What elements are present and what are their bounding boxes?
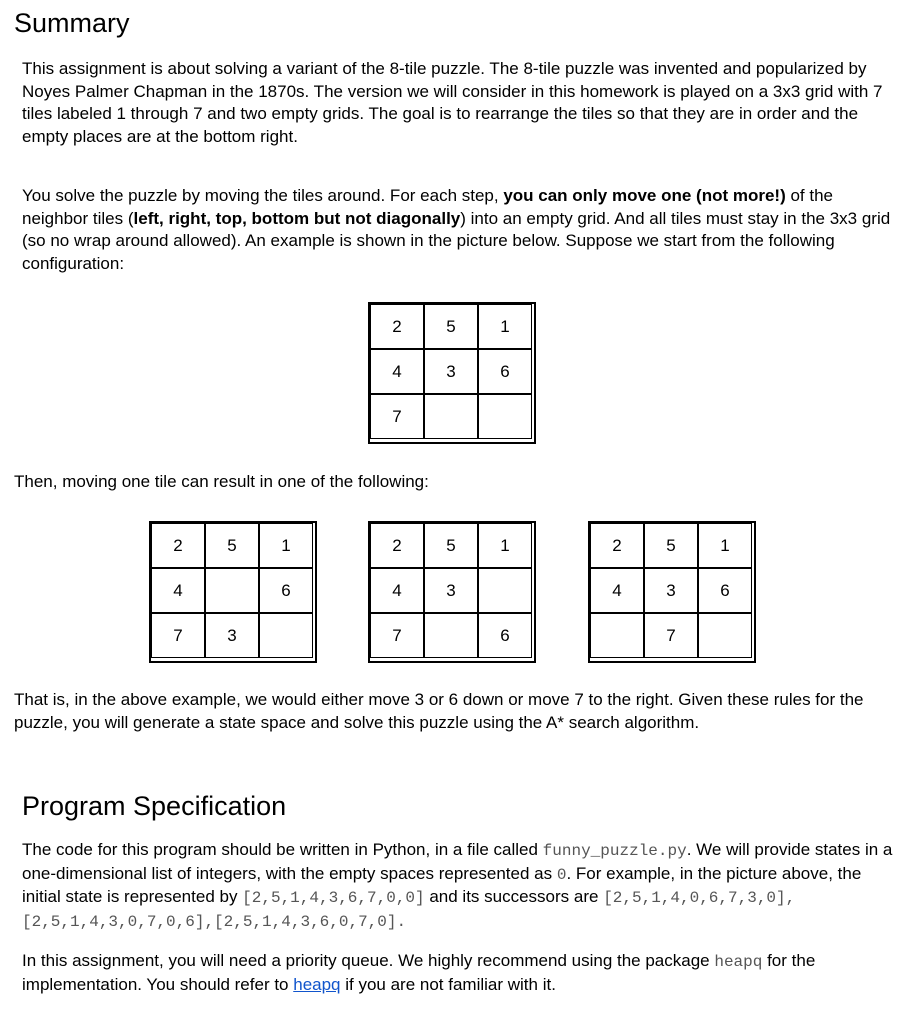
successor-state-code-3: [2,5,1,4,3,6,0,7,0] <box>214 912 397 931</box>
code-comma: , <box>785 889 796 907</box>
tile-cell: 6 <box>698 568 752 613</box>
tile-cell: 3 <box>424 568 478 613</box>
spec-text: and its successors are <box>424 887 604 906</box>
empty-cell <box>698 613 752 658</box>
filename-code: funny_puzzle.py <box>542 842 687 860</box>
tile-cell: 3 <box>644 568 698 613</box>
tile-cell: 6 <box>478 349 532 394</box>
tile-cell: 4 <box>370 568 424 613</box>
spec-text: The code for this program should be written in Python, in a file called <box>22 840 543 859</box>
tile-cell: 7 <box>644 613 698 658</box>
code-period: . <box>396 912 407 931</box>
tile-cell: 7 <box>370 394 424 439</box>
tile-cell: 4 <box>590 568 644 613</box>
empty-cell <box>590 613 644 658</box>
spec-text: if you are not familiar with it. <box>340 974 556 994</box>
tile-cell: 5 <box>424 523 478 568</box>
spec-paragraph-states <box>22 839 894 933</box>
tile-cell: 1 <box>259 523 313 568</box>
successor-grid-3 <box>588 521 756 663</box>
empty-cell <box>205 568 259 613</box>
empty-cell <box>424 613 478 658</box>
summary-paragraph-explanation: That is, in the above example, we would either move 3 or 6 down or move 7 to the right. Given these rules for the puzzle, you will generate a state space and solve this puzzle using the A* search algorithm. <box>14 690 864 732</box>
tile-cell: 2 <box>370 304 424 349</box>
summary-heading: Summary <box>14 8 130 38</box>
tile-cell: 5 <box>424 304 478 349</box>
rules-emphasis-one-tile: you can only move one (not more!) <box>503 186 786 205</box>
code-comma: , <box>204 912 215 931</box>
tile-cell: 4 <box>370 349 424 394</box>
tile-cell: 2 <box>590 523 644 568</box>
heapq-link[interactable]: heapq <box>293 974 341 994</box>
tile-cell: 5 <box>644 523 698 568</box>
tile-cell: 2 <box>151 523 205 568</box>
spec-text: . We will provide states in a one-dimensional list of integers, with the empty spaces represented as <box>22 840 893 883</box>
spec-heading: Program Specification <box>22 791 287 821</box>
tile-cell: 4 <box>151 568 205 613</box>
empty-cell <box>424 394 478 439</box>
summary-paragraph-intro: This assignment is about solving a variant of the 8-tile puzzle. The 8-tile puzzle was invented and popularized by Noyes Palmer Chapman in the 1870s. The version we will consider in this homework is played on a 3x3 grid with 7 tiles labeled 1 through 7 and two empty grids. The goal is to rearrange the tiles so that they are in order and the empty places are at the bottom right. <box>22 59 883 146</box>
summary-paragraph-rules <box>22 185 894 275</box>
tile-cell: 3 <box>424 349 478 394</box>
tile-cell: 3 <box>205 613 259 658</box>
empty-cell <box>478 394 532 439</box>
heapq-code: heapq <box>714 953 763 971</box>
tile-cell: 7 <box>370 613 424 658</box>
tile-cell: 2 <box>370 523 424 568</box>
rules-text: ) into an empty grid. And all tiles must stay in the 3x3 grid (so no wrap around allowed). An example is shown in the picture below. Suppose we start from the following configuration: <box>22 208 891 273</box>
empty-cell <box>259 613 313 658</box>
successor-state-code-1: [2,5,1,4,0,6,7,3,0] <box>603 889 786 907</box>
spec-text: for the implementation. You should refer to <box>22 951 816 994</box>
spec-text: . For example, in the picture above, the initial state is represented by <box>22 863 862 906</box>
spec-paragraph-priority-queue <box>22 950 894 996</box>
spec-text: In this assignment, you will need a priority queue. We highly recommend using the package <box>22 951 715 970</box>
rules-text: You solve the puzzle by moving the tiles around. For each step, <box>22 186 504 205</box>
tile-cell: 5 <box>205 523 259 568</box>
successor-grid-1 <box>149 521 317 663</box>
successor-grid-2 <box>368 521 536 663</box>
tile-cell: 1 <box>698 523 752 568</box>
rules-text: of the neighbor tiles ( <box>22 186 834 228</box>
tile-cell: 1 <box>478 523 532 568</box>
tile-cell: 7 <box>151 613 205 658</box>
zero-code: 0 <box>556 865 567 884</box>
tile-cell: 6 <box>478 613 532 658</box>
initial-state-code: [2,5,1,4,3,6,7,0,0] <box>242 889 425 907</box>
successors-intro: Then, moving one tile can result in one of the following: <box>14 472 429 491</box>
tile-cell: 6 <box>259 568 313 613</box>
successor-state-code-2: [2,5,1,4,3,0,7,0,6] <box>22 912 205 931</box>
empty-cell <box>478 568 532 613</box>
rules-emphasis-directions: left, right, top, bottom but not diagonally <box>133 208 461 228</box>
tile-cell: 1 <box>478 304 532 349</box>
initial-puzzle-grid <box>368 302 536 444</box>
